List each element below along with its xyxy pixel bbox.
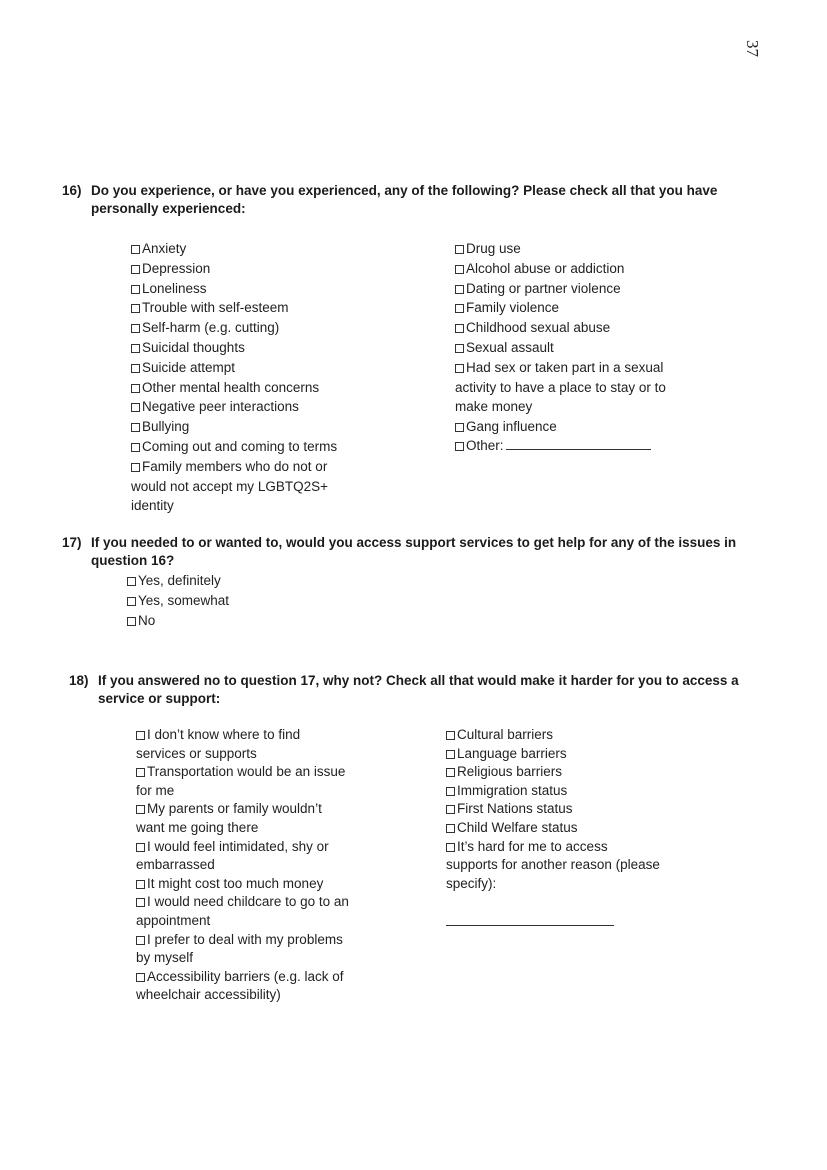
q16-left-options [131,239,431,516]
option-label: Family members who do not or [142,458,328,474]
option-label: Family violence [466,300,560,316]
option-label: specify): [446,875,497,891]
checkbox-icon[interactable] [446,787,455,796]
q16-other-option[interactable] [455,436,651,456]
checkbox-icon[interactable] [127,597,136,606]
checkbox-icon[interactable] [131,245,140,254]
checkbox-icon[interactable] [446,843,455,852]
q17-options [127,571,427,630]
option-label: Other mental health concerns [142,379,320,395]
checkbox-option[interactable] [136,800,436,837]
checkbox-icon[interactable] [446,750,455,759]
option-label: by myself [136,950,194,966]
checkbox-option[interactable] [136,968,436,1005]
checkbox-option[interactable] [131,397,431,417]
checkbox-option[interactable] [127,591,427,611]
checkbox-icon[interactable] [455,324,464,333]
checkbox-option[interactable] [127,611,427,631]
option-label: Other: [466,438,504,453]
option-label: appointment [136,912,211,928]
checkbox-option[interactable] [131,338,431,358]
checkbox-icon[interactable] [131,344,140,353]
checkbox-option[interactable] [446,763,746,782]
checkbox-option[interactable] [446,782,746,801]
checkbox-icon[interactable] [136,843,145,852]
option-label: Accessibility barriers (e.g. lack of [147,968,344,984]
checkbox-icon[interactable] [446,731,455,740]
checkbox-icon[interactable] [131,265,140,274]
checkbox-option[interactable] [455,358,755,417]
option-label: Sexual assault [466,339,554,355]
checkbox-option[interactable] [136,893,436,930]
option-label: I would feel intimidated, shy or [147,838,329,854]
option-label: Depression [142,260,211,276]
checkbox-option[interactable] [131,457,431,516]
option-label: Loneliness [142,280,207,296]
option-label: My parents or family wouldn’t [147,801,322,817]
option-label: Alcohol abuse or addiction [466,260,625,276]
question-text: If you needed to or wanted to, would you access support services to get help for any of the issues in question 16? [91,535,737,568]
checkbox-option[interactable] [131,298,431,318]
checkbox-option[interactable] [136,763,436,800]
checkbox-icon[interactable] [127,617,136,626]
checkbox-icon[interactable] [131,463,140,472]
option-label: Trouble with self-esteem [142,300,289,316]
option-label: want me going there [136,819,259,835]
checkbox-option[interactable] [455,259,755,279]
page-number: 37 [743,40,762,57]
checkbox-option[interactable] [136,931,436,968]
option-label: Childhood sexual abuse [466,320,611,336]
checkbox-icon[interactable] [136,973,145,982]
option-label: activity to have a place to stay or to [455,379,666,395]
checkbox-icon[interactable] [455,285,464,294]
option-label: Suicidal thoughts [142,339,245,355]
question-text: Do you experience, or have you experienced, any of the following? Please check all that you have personally experienced: [91,183,718,216]
option-label: Negative peer interactions [142,399,299,415]
checkbox-icon[interactable] [446,824,455,833]
q16-right-options [455,239,755,437]
checkbox-icon[interactable] [446,805,455,814]
checkbox-icon[interactable] [131,423,140,432]
checkbox-icon[interactable] [455,442,464,451]
checkbox-icon[interactable] [446,768,455,777]
question-17 [62,534,762,570]
checkbox-option[interactable] [446,800,746,819]
checkbox-icon[interactable] [131,403,140,412]
checkbox-icon[interactable] [136,898,145,907]
checkbox-option[interactable] [131,279,431,299]
checkbox-icon[interactable] [136,805,145,814]
option-label: make money [455,399,533,415]
checkbox-option[interactable] [455,298,755,318]
option-label: Gang influence [466,419,557,435]
option-label: services or supports [136,745,257,761]
checkbox-option[interactable] [455,279,755,299]
checkbox-option[interactable] [446,726,746,745]
option-label: supports for another reason (please [446,857,660,873]
checkbox-icon[interactable] [131,384,140,393]
specify-input-line[interactable] [446,925,614,926]
option-label: identity [131,498,174,514]
question-text: If you answered no to question 17, why not? Check all that would make it harder for you to access a service or support: [98,673,739,706]
option-label: Child Welfare status [457,819,578,835]
question-number: 18) [69,673,89,688]
checkbox-icon[interactable] [136,731,145,740]
option-label: First Nations status [457,801,573,817]
checkbox-icon[interactable] [455,364,464,373]
other-input-line[interactable] [506,437,651,450]
option-label: I would need childcare to go to an [147,894,349,910]
checkbox-icon[interactable] [131,364,140,373]
checkbox-icon[interactable] [131,304,140,313]
checkbox-option[interactable] [131,417,431,437]
q18-right-options [446,726,746,893]
checkbox-option[interactable] [136,875,436,894]
question-number: 17) [62,535,82,550]
question-number: 16) [62,183,82,198]
checkbox-option[interactable] [455,318,755,338]
option-label: Immigration status [457,782,568,798]
checkbox-icon[interactable] [131,443,140,452]
option-label: Dating or partner violence [466,280,621,296]
option-label: Religious barriers [457,764,563,780]
option-label: Suicide attempt [142,359,236,375]
checkbox-icon[interactable] [127,577,136,586]
option-label: Coming out and coming to terms [142,438,338,454]
q18-left-options [136,726,436,1005]
checkbox-icon[interactable] [131,285,140,294]
checkbox-option[interactable] [136,838,436,875]
checkbox-option[interactable] [131,437,431,457]
option-label: for me [136,782,175,798]
checkbox-option[interactable] [131,259,431,279]
question-18 [69,672,749,708]
checkbox-icon[interactable] [136,936,145,945]
checkbox-icon[interactable] [455,344,464,353]
checkbox-icon[interactable] [136,768,145,777]
checkbox-icon[interactable] [136,880,145,889]
option-label: Drug use [466,241,521,256]
option-label: It’s hard for me to access [457,838,608,854]
checkbox-option[interactable] [455,338,755,358]
checkbox-option[interactable] [455,239,755,259]
checkbox-option[interactable] [455,417,755,437]
question-16 [62,182,762,218]
option-label: Had sex or taken part in a sexual [466,359,664,375]
checkbox-icon[interactable] [455,423,464,432]
option-label: Anxiety [142,241,187,256]
checkbox-icon[interactable] [455,304,464,313]
option-label: Bullying [142,419,190,435]
checkbox-option[interactable] [131,239,431,259]
option-label: I prefer to deal with my problems [147,931,343,947]
option-label: It might cost too much money [147,875,324,891]
checkbox-option[interactable] [446,838,746,894]
option-label: Yes, definitely [138,573,221,588]
checkbox-option[interactable] [131,378,431,398]
checkbox-option[interactable] [131,358,431,378]
checkbox-option[interactable] [131,318,431,338]
checkbox-icon[interactable] [455,245,464,254]
option-label: wheelchair accessibility) [136,987,281,1003]
checkbox-option[interactable] [446,745,746,764]
option-label: would not accept my LGBTQ2S+ [131,478,328,494]
option-label: I don’t know where to find [147,727,301,742]
checkbox-option[interactable] [127,571,427,591]
option-label: Cultural barriers [457,727,554,742]
checkbox-icon[interactable] [131,324,140,333]
option-label: No [138,612,156,628]
checkbox-option[interactable] [446,819,746,838]
option-label: embarrassed [136,857,215,873]
checkbox-icon[interactable] [455,265,464,274]
option-label: Language barriers [457,745,567,761]
option-label: Self-harm (e.g. cutting) [142,320,280,336]
checkbox-option[interactable] [136,726,436,763]
option-label: Yes, somewhat [138,592,230,608]
option-label: Transportation would be an issue [147,764,346,780]
